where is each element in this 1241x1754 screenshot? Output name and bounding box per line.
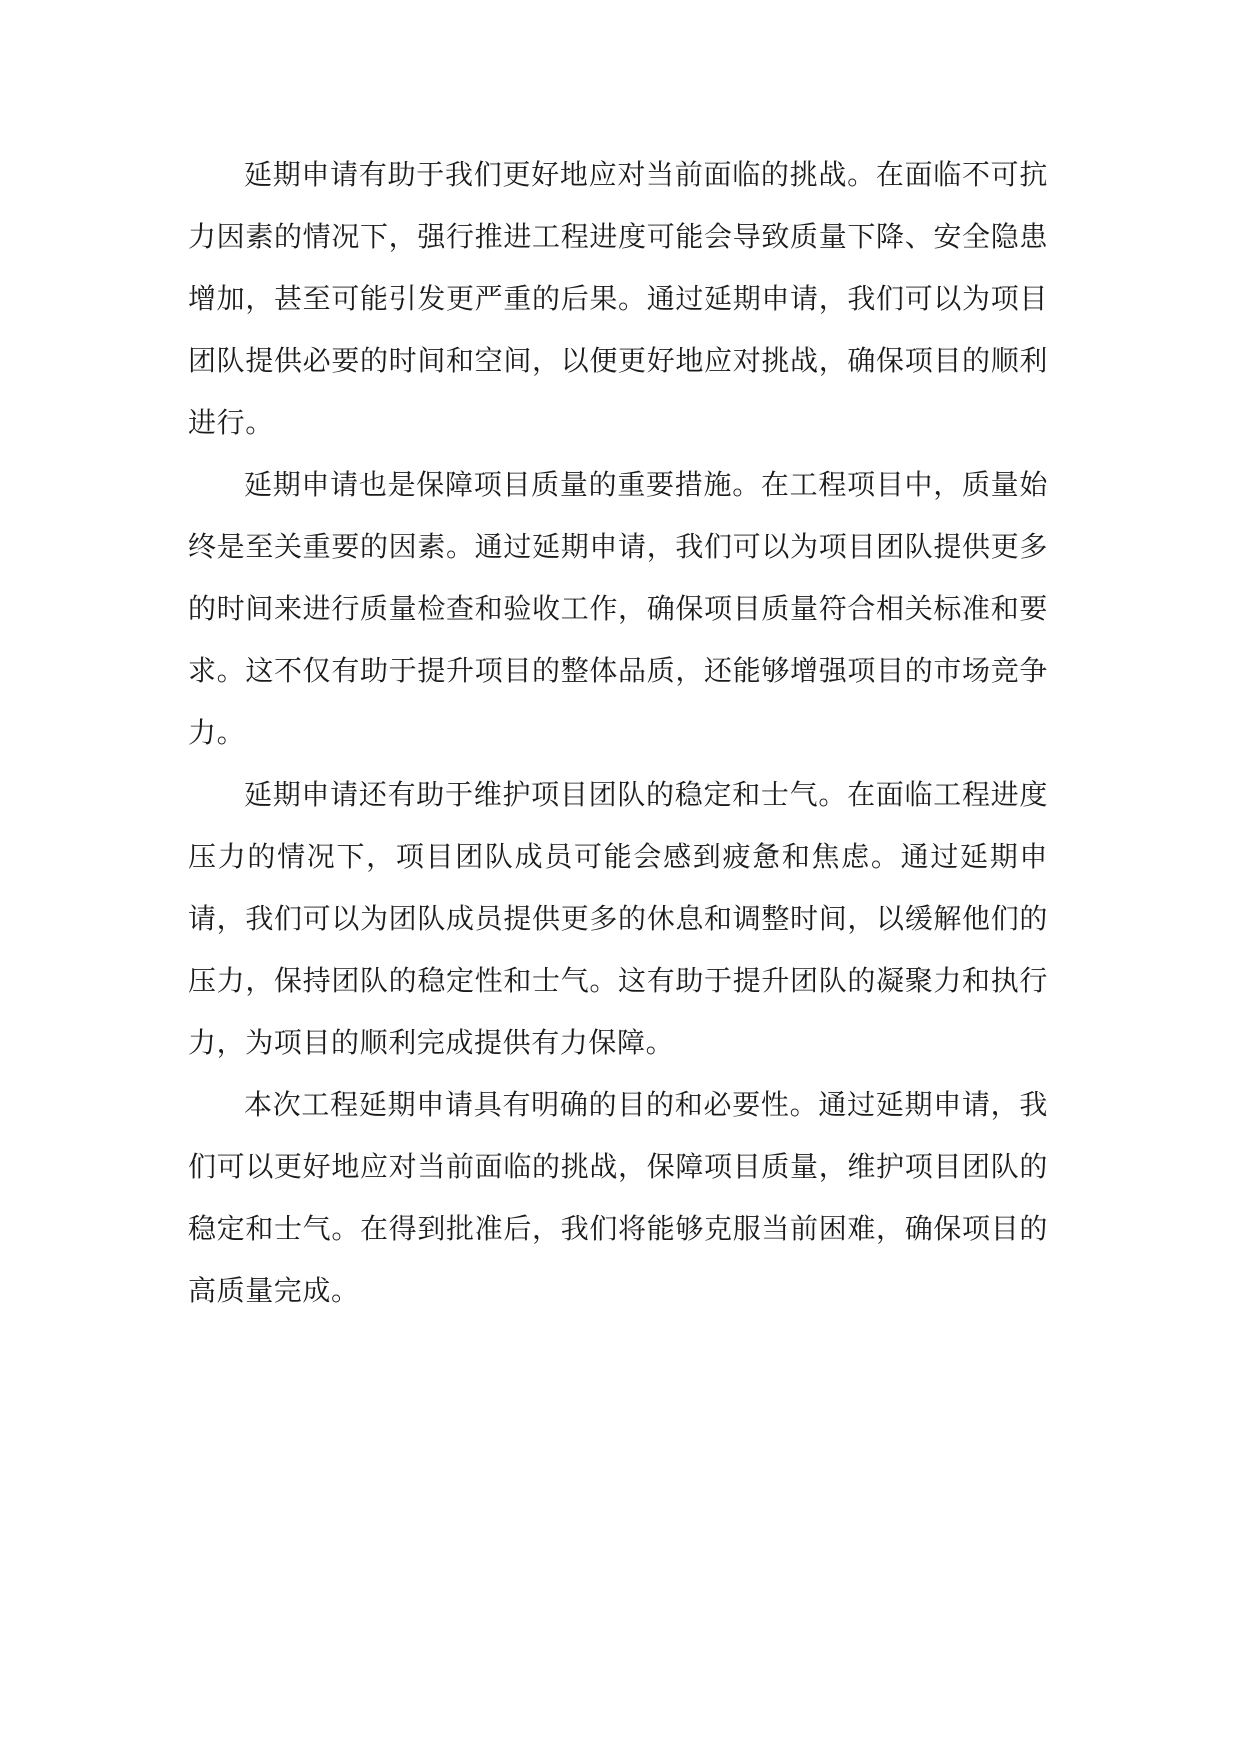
paragraph-3: 延期申请还有助于维护项目团队的稳定和士气。在面临工程进度压力的情况下，项目团队成员可能会感到疲惫和焦虑。通过延期申请，我们可以为团队成员提供更多的休息和调整时间，以缓解他们的压力，保持团队的稳定性和士气。这有助于提升团队的凝聚力和执行力，为项目的顺利完成提供有力保障。 [188, 778, 1048, 1059]
paragraph-2: 延期申请也是保障项目质量的重要措施。在工程项目中，质量始终是至关重要的因素。通过延期申请，我们可以为项目团队提供更多的时间来进行质量检查和验收工作，确保项目质量符合相关标准和要求。这不仅有助于提升项目的整体品质，还能够增强项目的市场竞争力。 [188, 468, 1048, 749]
document-body [188, 144, 1048, 1322]
paragraph-4: 本次工程延期申请具有明确的目的和必要性。通过延期申请，我们可以更好地应对当前面临的挑战，保障项目质量，维护项目团队的稳定和士气。在得到批准后，我们将能够克服当前困难，确保项目的高质量完成。 [188, 1088, 1048, 1307]
paragraph-1: 延期申请有助于我们更好地应对当前面临的挑战。在面临不可抗力因素的情况下，强行推进工程进度可能会导致质量下降、安全隐患增加，甚至可能引发更严重的后果。通过延期申请，我们可以为项目团队提供必要的时间和空间，以便更好地应对挑战，确保项目的顺利进行。 [188, 158, 1048, 439]
